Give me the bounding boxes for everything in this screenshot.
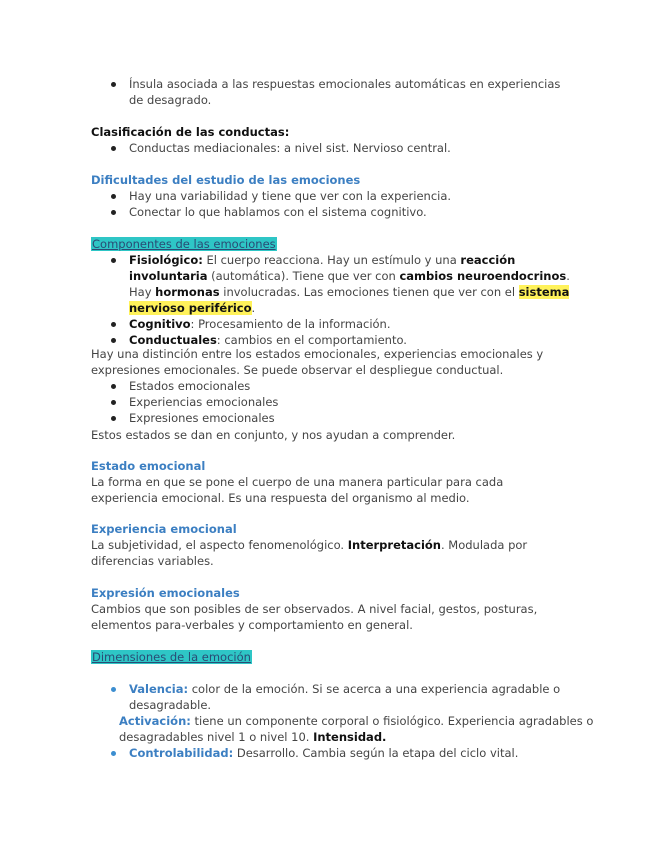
cognitivo-label: Cognitivo — [129, 317, 191, 331]
fisiologico-highlight: sistema nervioso periférico — [129, 285, 570, 315]
expresion-heading: Expresión emocionales — [91, 586, 240, 600]
list-item: Conductas mediacionales: a nivel sist. Nervioso central. — [91, 140, 571, 156]
experiencia-text-2: . Modulada por diferencias variables. — [91, 538, 528, 568]
conductuales-label: Conductuales — [129, 333, 217, 347]
list-item: Experiencias emocionales — [91, 394, 571, 410]
distincion-list — [91, 378, 571, 426]
dificultades-heading: Dificultades del estudio de las emociones — [91, 173, 361, 187]
expresion-text: Cambios que son posibles de ser observados. A nivel facial, gestos, posturas, elementos para-verbales y comportamiento en general. — [91, 602, 538, 632]
estado-heading: Estado emocional — [91, 459, 206, 473]
estado-text: La forma en que se pone el cuerpo de una manera particular para cada experiencia emocional. Es una respuesta del organismo al medio. — [91, 475, 504, 505]
controlabilidad-label: Controlabilidad: — [129, 746, 234, 760]
fisiologico-bold-3: hormonas — [155, 285, 220, 299]
experiencia-bold: Interpretación — [347, 538, 441, 552]
dimensiones-list — [91, 681, 571, 713]
controlabilidad-text: Desarrollo. Cambia según la etapa del ciclo vital. — [233, 746, 519, 760]
activacion-text: tiene un componente corporal o fisiológico. Experiencia agradables o desagradables nivel 1 o nivel 10. — [119, 714, 594, 744]
dimensiones-heading: Dimensiones de la emoción — [92, 650, 251, 664]
fisiologico-bold-2: cambios neuroendocrinos — [399, 269, 567, 283]
activacion-paragraph — [91, 713, 599, 745]
activacion-label: Activación: — [119, 714, 191, 728]
cognitivo-text: : Procesamiento de la información. — [190, 317, 391, 331]
valencia-label: Valencia: — [129, 682, 189, 696]
experiencia-text — [91, 537, 571, 569]
componentes-heading-row — [91, 236, 571, 252]
conductuales-text: : cambios en el comportamiento. — [216, 333, 407, 347]
list-item-controlabilidad — [91, 745, 571, 761]
list-item: Conectar lo que hablamos con el sistema cognitivo. — [91, 204, 571, 220]
list-item: Ínsula asociada a las respuestas emocionales automáticas en experiencias de desagrado. — [91, 76, 571, 108]
fisiologico-label: Fisiológico: — [129, 253, 203, 267]
list-item-fisiologico — [91, 252, 571, 316]
fisiologico-text-1: El cuerpo reacciona. Hay un estímulo y una — [202, 253, 461, 267]
fisiologico-text-5: . — [251, 301, 256, 315]
list-item: Hay una variabilidad y tiene que ver con la experiencia. — [91, 188, 571, 204]
activacion-bold: Intensidad. — [313, 730, 387, 744]
fisiologico-bold-1: reacción involuntaria — [129, 253, 516, 283]
clasificacion-list — [91, 140, 571, 156]
experiencia-text-1: La subjetividad, el aspecto fenomenológico. — [91, 538, 348, 552]
fisiologico-text-3: . Hay — [129, 269, 570, 299]
insula-list — [91, 76, 571, 108]
fisiologico-text-4: involucradas. Las emociones tienen que ver con el — [219, 285, 519, 299]
dificultades-list — [91, 188, 571, 220]
distincion-outro: Estos estados se dan en conjunto, y nos ayudan a comprender. — [91, 428, 456, 442]
list-item-valencia — [91, 681, 571, 713]
list-item: Estados emocionales — [91, 378, 571, 394]
list-item-cognitivo — [91, 316, 571, 332]
fisiologico-text-2: (automática). Tiene que ver con — [207, 269, 400, 283]
experiencia-heading: Experiencia emocional — [91, 522, 237, 536]
distincion-intro: Hay una distinción entre los estados emocionales, experiencias emocionales y expresiones emocionales. Se puede observar el despliegue conductual. — [91, 347, 544, 377]
componentes-list — [91, 252, 571, 348]
dimensiones-list-2 — [91, 745, 571, 761]
componentes-heading: Componentes de las emociones — [92, 237, 276, 251]
list-item: Expresiones emocionales — [91, 410, 571, 426]
dimensiones-heading-row — [91, 649, 571, 665]
valencia-text: color de la emoción. Si se acerca a una experiencia agradable o desagradable. — [129, 682, 561, 712]
clasificacion-heading: Clasificación de las conductas: — [91, 125, 290, 139]
